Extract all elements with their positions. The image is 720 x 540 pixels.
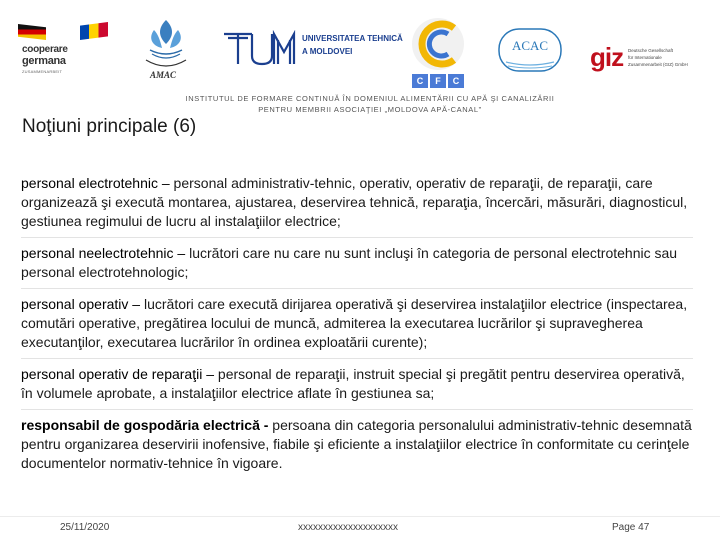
cooperare-germana-logo [18,18,110,76]
amac-logo [140,10,192,86]
utm-emblem-icon [222,30,300,66]
definition-item [21,244,693,289]
cfc-letter-1: C [412,74,428,88]
definition-term: personal neelectrotehnic – [21,245,186,261]
definition-term: responsabil de gospodăria electrică - [21,417,269,433]
definition-term: personal operativ de reparaţii – [21,366,215,382]
giz-line3: Zusammenarbeit (GIZ) GmbH [628,62,688,67]
footer-center: xxxxxxxxxxxxxxxxxxxx [298,522,398,533]
page-number: Page 47 [612,522,650,533]
amac-emblem-icon [140,10,192,70]
acac-text: ACAC [511,38,549,53]
cfc-letter-2: F [430,74,446,88]
cooperare-line1: cooperare [22,44,68,55]
giz-line2: für Internationale [628,55,662,60]
definition-item [21,174,693,238]
page-title: Noţiuni principale (6) [22,116,197,137]
cooperare-line3: ZUSAMMENARBEIT [22,69,63,74]
giz-line1: Deutsche Gesellschaft [628,48,674,53]
footer-date: 25/11/2020 [60,522,110,533]
definition-text: persoana din categoria personalului administrativ-tehnic desemnată pentru organizarea deservirii inofensive, fiabile şi eficiente a instalaţiilor electrice în conformitate cu cerinţele documentelor normativ-tehnice în vigoare. [21,417,692,471]
institute-line1: INSTITUTUL DE FORMARE CONTINUĂ ÎN DOMENIUL ALIMENTĂRII CU APĂ ŞI CANALIZĂRII [185,94,555,103]
utm-line1: UNIVERSITATEA TEHNICĂ [302,34,403,43]
utm-line2: A MOLDOVEI [302,47,353,56]
moldova-flag-icon [80,22,108,40]
cfc-emblem-icon [408,14,470,72]
institute-line2: PENTRU MEMBRII ASOCIAŢIEI „MOLDOVA APĂ-CANAL” [258,105,482,114]
cfc-letter-3: C [448,74,464,88]
footer [0,516,720,540]
definition-item [21,365,693,410]
definition-item [21,416,693,473]
logo-bar [0,0,720,92]
definition-item [21,295,693,359]
definition-term: personal operativ – [21,296,141,312]
cooperare-line2: germana [22,55,66,67]
definition-text: personal de reparaţii, instruit special şi pregătit pentru deservirea operativă, în volumele aprobate, a instalaţiilor electrice aflate în gestiunea sa; [21,366,685,401]
definition-text: personal administrativ-tehnic, operativ, operativ de reparaţii, de reparaţii, care organizează şi execută montarea, ajustarea, deservirea tehnică, reparaţia, încercări, măsurări, diagnosticul, gestiunea regimului de lucru al instalaţiilor electrice; [21,175,688,229]
institute-header [150,93,590,115]
giz-mark: giz [590,42,624,72]
amac-text: AMAC [150,70,177,80]
acac-logo [498,28,562,72]
cfc-logo [408,14,470,90]
german-flag-icon [18,24,46,40]
definition-term: personal electrotehnic – [21,175,170,191]
definitions-list [21,174,693,473]
utm-logo [222,30,403,70]
giz-logo [590,44,700,78]
definition-text: lucrători care execută dirijarea operativă şi deservirea instalaţiilor electrice (inspectarea, comutări operative, pregătirea locului de muncă, admiterea la executarea lucrărilor şi supravegherea executanţilor, executarea lucrărilor în ordinea exploatării curente); [21,296,688,350]
definition-text: lucrători care nu care nu sunt incluşi în categoria de personal electrotehnic sau personal electrotehnologic; [21,245,678,280]
